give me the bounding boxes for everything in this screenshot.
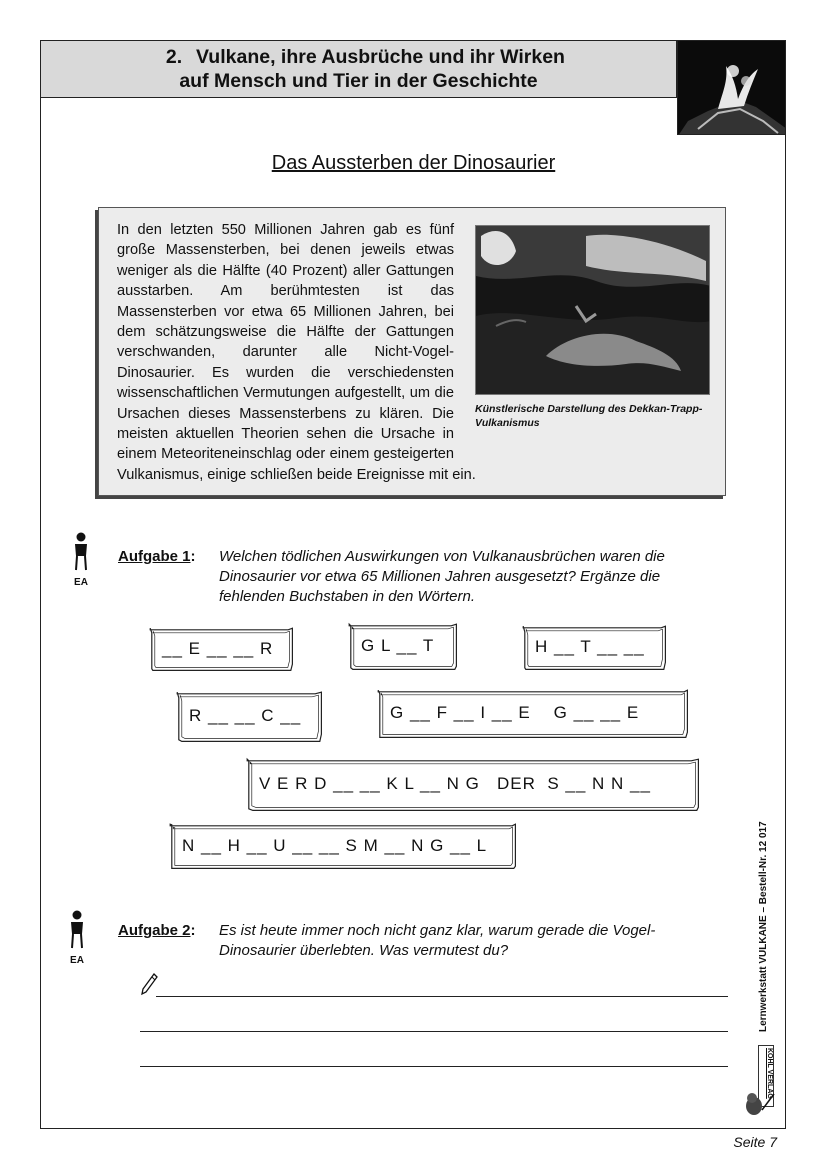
side-order-text: Lernwerkstatt VULKANE – Bestell-Nr. 12 017 — [758, 821, 769, 1032]
word-puzzle-box[interactable] — [148, 626, 293, 671]
chapter-title: 2. Vulkane, ihre Ausbrüche und ihr Wirken auf Mensch und Tier in der Geschichte — [152, 45, 565, 93]
word-puzzle-box[interactable] — [376, 688, 688, 738]
word-puzzle-box[interactable] — [175, 690, 322, 742]
task2-text: Es ist heute immer noch nicht ganz klar, warum gerade die Vogel-Dinosaurier überlebten. Was vermutest du? — [219, 922, 656, 959]
page-title: Das Aussterben der Dinosaurier — [271, 152, 556, 174]
word-puzzle-box[interactable] — [347, 622, 457, 670]
word-puzzle-text: __ E __ __ R — [162, 638, 274, 658]
word-puzzle-text: R __ __ C __ — [189, 706, 302, 725]
photo-caption: Künstlerische Darstellung des Dekkan-Trapp-Vulkanismus — [475, 403, 703, 429]
publisher-logo: KOHL VERLAG — [758, 1045, 774, 1107]
answer-line[interactable] — [140, 1031, 728, 1032]
answer-line[interactable] — [140, 1066, 728, 1067]
dinosaur-volcano-photo — [475, 225, 710, 395]
answer-line[interactable] — [156, 996, 728, 997]
ea-badge: EA — [70, 955, 84, 966]
word-puzzle-text: V E R D __ __ K L __ N G DER S __ N N __ — [259, 774, 651, 793]
owl-logo-icon — [744, 1090, 778, 1121]
page-number: Seite 7 — [733, 1134, 777, 1150]
person-icon — [66, 910, 88, 966]
person-icon — [70, 532, 92, 588]
word-puzzle-text: H __ T __ __ — [535, 637, 645, 656]
chapter-number: 2. — [165, 46, 183, 68]
ea-badge: EA — [74, 577, 88, 588]
chapter-header — [40, 40, 677, 98]
task1-text: Welchen tödlichen Auswirkungen von Vulkanausbrüchen waren die Dinosaurier vor etwa 65 Millionen Jahren ausgesetzt? Ergänze die fehlenden Buchstaben in den Wörtern. — [219, 548, 665, 605]
word-puzzle-box[interactable] — [521, 624, 666, 670]
task2-label: Aufgabe 2: — [118, 922, 196, 939]
word-puzzle-box[interactable] — [245, 757, 699, 811]
word-puzzle-text: G L __ T — [361, 636, 435, 655]
word-puzzle-text: N __ H __ U __ __ S M __ N G __ L — [182, 835, 488, 855]
task1-label: Aufgabe 1: — [118, 548, 196, 565]
word-puzzle-box[interactable] — [168, 822, 516, 869]
volcano-eruption-image — [677, 40, 786, 135]
info-text: In den letzten 550 Millionen Jahren gab es fünf große Massensterben, bei denen jeweils etwas weniger als die Hälfte (40 Prozent) aller Gattungen ausstarben. Am berühmtesten ist das Massensterben vor etwa 65 Millionen Jahren, bei dem schätzungsweise die Hälfte der Gattungen verschwanden, darunter alle Nicht-Vogel-Dinosaurier. Es wurden die verschiedensten wissenschaftlichen Vermutungen aufgestellt, um die Ursachen dieses Massensterbens zu klären. Die meisten aktuellen Theorien sehen die Ursache in einem Meteoriteneinschlag oder einem gesteigerten Vulkanismus, einige schließen beide Ereignisse mit ein. — [117, 222, 476, 483]
word-puzzle-text: G __ F __ I __ E G __ __ E — [390, 703, 640, 722]
